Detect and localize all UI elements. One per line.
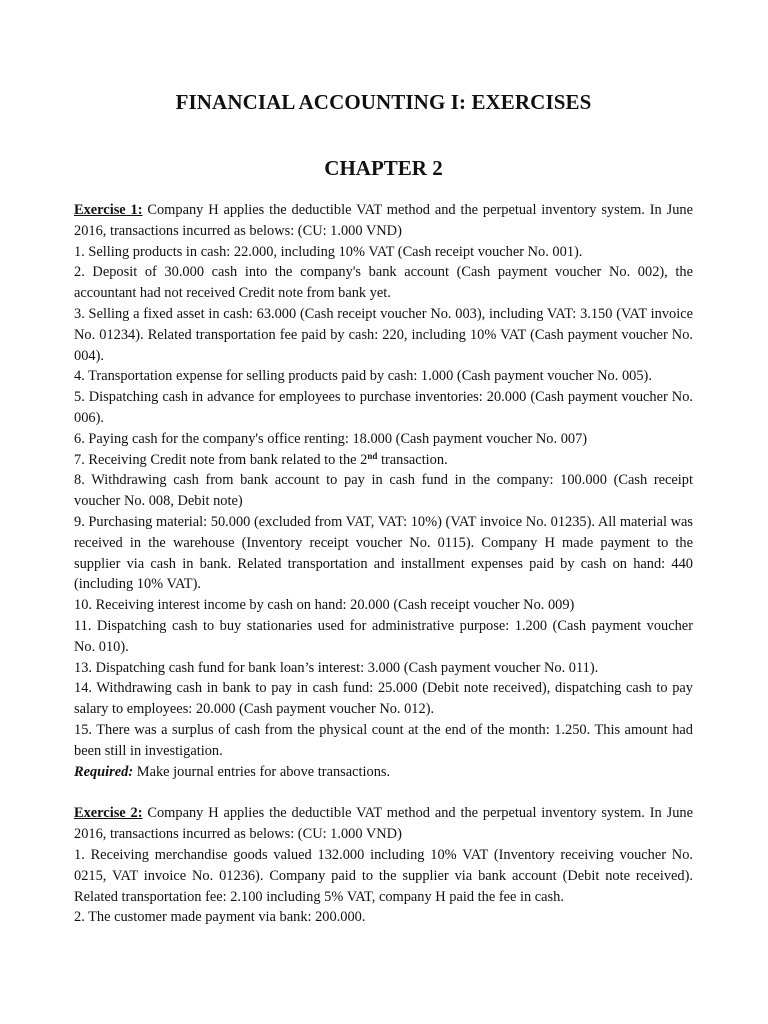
exercise-1-item-11: 11. Dispatching cash to buy stationaries used for administrative purpose: 1.200 (Cash payment voucher No. 010). xyxy=(74,617,693,655)
exercise-1-item-5: 5. Dispatching cash in advance for employees to purchase inventories: 20.000 (Cash payment voucher No. 006). xyxy=(74,389,693,426)
exercise-1-item-7-tail: transaction. xyxy=(377,451,448,468)
document-title: FINANCIAL ACCOUNTING I: EXERCISES xyxy=(175,90,592,114)
exercise-1-item-14: 14. Withdrawing cash in bank to pay in cash fund: 25.000 (Debit note received), dispatching cash to pay salary to employees: 20.000 (Cash payment voucher No. 012). xyxy=(74,680,693,718)
exercise-1-item-8: 8. Withdrawing cash from bank account to pay in cash fund in the company: 100.000 (Cash receipt voucher No. 008, Debit note) xyxy=(74,472,693,510)
exercise-1-item-3: 3. Selling a fixed asset in cash: 63.000 (Cash receipt voucher No. 003), including VAT: 3.150 (VAT invoice No. 01234). Related transportation fee paid by cash: 220, including 10% VAT (Cash payment voucher No. 004). xyxy=(74,305,693,364)
exercise-1-label: Exercise 1: xyxy=(74,202,143,218)
exercise-1-required xyxy=(74,762,693,783)
exercise-1 xyxy=(74,200,693,782)
chapter-title: CHAPTER 2 xyxy=(324,156,443,180)
exercise-2-intro-text: Company H applies the deductible VAT method and the perpetual inventory system. In June 2016, transactions incurred as belows: (CU: 1.000 VND) xyxy=(74,805,693,843)
exercise-2 xyxy=(74,803,693,928)
exercise-1-item-7 xyxy=(74,450,693,471)
exercise-2-item-2: 2. The customer made payment via bank: 200.000. xyxy=(74,909,366,926)
exercise-1-item-1: 1. Selling products in cash: 22.000, including 10% VAT (Cash receipt voucher No. 001). xyxy=(74,243,583,260)
exercise-1-intro-text: Company H applies the deductible VAT method and the perpetual inventory system. In June 2016, transactions incurred as belows: (CU: 1.000 VND) xyxy=(74,202,693,239)
exercise-1-item-7-text: 7. Receiving Credit note from bank related to the 2 xyxy=(74,451,368,468)
required-text: Make journal entries for above transactions. xyxy=(133,763,391,780)
exercise-1-item-4: 4. Transportation expense for selling products paid by cash: 1.000 (Cash payment voucher No. 005). xyxy=(74,368,652,385)
exercise-2-item-1: 1. Receiving merchandise goods valued 132.000 including 10% VAT (Inventory receiving voucher No. 0215, VAT invoice No. 01236). Company paid to the supplier via bank account (Debit note received). Related transportation fee: 2.100 including 5% VAT, company H paid the fee in cash. xyxy=(74,846,693,905)
exercise-2-intro xyxy=(74,803,693,845)
exercise-1-item-9: 9. Purchasing material: 50.000 (excluded from VAT, VAT: 10%) (VAT invoice No. 01235). All material was received in the warehouse (Inventory receipt voucher No. 0115). Company H made payment to the supplier via cash in bank. Related transportation and installment expenses paid by cash on hand: 440 (including 10% VAT). xyxy=(74,513,693,593)
exercise-1-item-13: 13. Dispatching cash fund for bank loan’s interest: 3.000 (Cash payment voucher No. 011). xyxy=(74,659,599,676)
exercise-1-intro xyxy=(74,200,693,242)
exercise-1-item-6: 6. Paying cash for the company's office renting: 18.000 (Cash payment voucher No. 007) xyxy=(74,430,588,447)
required-label: Required: xyxy=(74,763,134,780)
exercise-1-item-15: 15. There was a surplus of cash from the physical count at the end of the month: 1.250. This amount had been still in investigation. xyxy=(74,721,693,759)
exercise-1-item-2: 2. Deposit of 30.000 cash into the company's bank account (Cash payment voucher No. 002), the accountant had not received Credit note from bank yet. xyxy=(74,264,693,302)
exercise-1-item-10: 10. Receiving interest income by cash on hand: 20.000 (Cash receipt voucher No. 009) xyxy=(74,597,575,614)
ordinal-suffix: nd xyxy=(367,450,378,461)
exercise-2-label: Exercise 2: xyxy=(74,805,143,822)
document-page xyxy=(74,86,693,928)
